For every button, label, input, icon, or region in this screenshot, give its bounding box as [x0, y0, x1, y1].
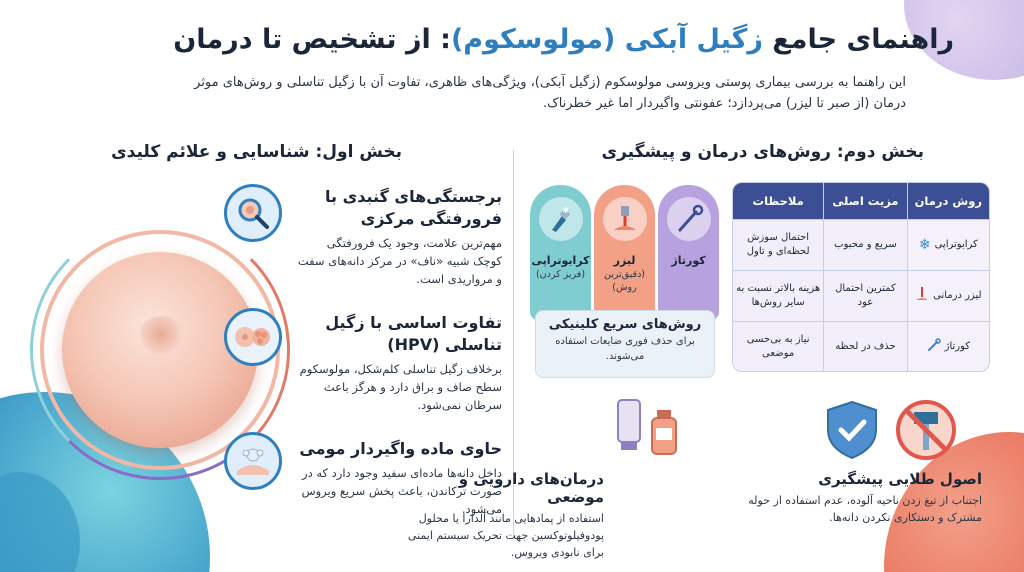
card-label: کورتاژ	[671, 254, 706, 267]
feature-text: برخلاف زگیل تناسلی کلم‌شکل، مولوسکوم سطح صاف و براق دارد و هرگز باعث سرطان نمی‌شود.	[299, 362, 502, 412]
prevention-title: اصول طلایی پیشگیری	[818, 470, 982, 488]
rapid-methods-box	[535, 310, 715, 378]
rapid-text: برای حذف فوری ضایعات استفاده می‌شوند.	[555, 336, 695, 362]
card-label: لیزر	[613, 254, 636, 267]
table-cell-notes: نیاز به بی‌حسی موضعی	[733, 322, 824, 372]
treatment-cards	[530, 185, 720, 320]
cryo-spray-icon	[539, 197, 583, 241]
medication-icon	[612, 398, 682, 462]
card-label: کرایوتراپی	[531, 254, 590, 267]
table-row	[733, 219, 989, 270]
medication-section	[404, 470, 604, 561]
feature-text: مهم‌ترین علامت، وجود یک فرورفتگی کوچک شبیه «ناف» در مرکز دانه‌های سفت و مرواریدی است.	[297, 236, 502, 286]
table-cell-advantage: کمترین احتمال عود	[824, 271, 907, 321]
table-header-method: روش درمان	[914, 194, 983, 208]
title-accent: زگیل آبکی (مولوسکوم)	[450, 24, 763, 55]
feature-dome-bumps	[297, 186, 502, 288]
feature-hpv-difference	[297, 312, 502, 414]
card-sub: (فریز کردن)	[535, 269, 586, 280]
card-laser	[594, 185, 655, 320]
table-row	[733, 270, 989, 321]
table-cell-method: کورتاژ	[908, 322, 989, 372]
curette-icon	[667, 197, 711, 241]
table-header-notes: ملاحظات	[733, 183, 824, 219]
lesion-central-dimple	[138, 316, 184, 356]
table-cell-notes: احتمال سوزش لحظه‌ای و تاول	[733, 220, 824, 270]
prevention-icons	[822, 398, 962, 466]
feature-title: حاوی ماده واگیردار مومی	[299, 439, 502, 458]
page-title: راهنمای جامع زگیل آبکی (مولوسکوم): از تشخیص تا درمان	[173, 24, 954, 55]
medication-title: درمان‌های دارویی و موضعی	[458, 470, 604, 506]
svg-text:✱: ✱	[561, 206, 569, 215]
bursting-lesion-icon	[224, 432, 282, 490]
section2-title: بخش دوم: روش‌های درمان و پیشگیری	[601, 142, 924, 162]
table-cell-advantage: حذف در لحظه	[824, 322, 907, 372]
treatment-table	[732, 182, 990, 372]
table-cell-advantage: سریع و محبوب	[824, 220, 907, 270]
snowflake-icon: ❄	[918, 237, 931, 253]
feature-text: داخل دانه‌ها ماده‌ای سفید وجود دارد که در صورت ترکاندن، باعث پخش سریع ویروس می‌شود.	[301, 466, 502, 516]
section1-title: بخش اول: شناسایی و علائم کلیدی	[111, 142, 402, 162]
card-curettage	[658, 185, 719, 320]
feature-title: تفاوت اساسی با زگیل تناسلی (HPV)	[325, 313, 502, 354]
table-header-row	[733, 183, 989, 219]
table-cell-notes: هزینه بالاتر نسبت به سایر روش‌ها	[733, 271, 824, 321]
prevention-section	[722, 470, 982, 526]
laser-icon	[603, 197, 647, 241]
medication-text: استفاده از پمادهایی مانند آلدارا یا محلول پودوفیلوتوکسین جهت تحریک سیستم ایمنی برای نابودی ویروس.	[407, 512, 604, 559]
feature-title: برجستگی‌های گنبدی با فرورفتگی مرکزی	[325, 187, 502, 228]
table-row	[733, 321, 989, 372]
curette-icon	[927, 338, 941, 357]
prevention-text: اجتناب از تیغ زدن ناحیه آلوده، عدم استفاده از حوله مشترک و دستکاری نکردن دانه‌ها.	[748, 494, 982, 524]
table-cell-method: کرایوتراپی ❄	[908, 220, 989, 270]
comparison-icon	[224, 308, 282, 366]
rapid-title: روش‌های سریع کلینیکی	[548, 317, 702, 332]
magnifier-icon	[224, 184, 282, 242]
intro-paragraph: این راهنما به بررسی بیماری پوستی ویروسی مولوسکوم (زگیل آبکی)، ویژگی‌های ظاهری، تفاوت آن با زگیل تناسلی و روش‌های موثر درمان (از صبر تا لیزر) می‌پردازد؛ عفونتی واگیردار اما غیر خطرناک.	[194, 75, 906, 111]
table-header-advantage: مزیت اصلی	[824, 183, 907, 219]
card-sub: (دقیق‌ترین روش)	[603, 269, 646, 293]
card-cryotherapy	[530, 185, 591, 320]
table-cell-method: لیزر درمانی	[908, 271, 989, 321]
laser-beam-icon	[915, 287, 929, 306]
